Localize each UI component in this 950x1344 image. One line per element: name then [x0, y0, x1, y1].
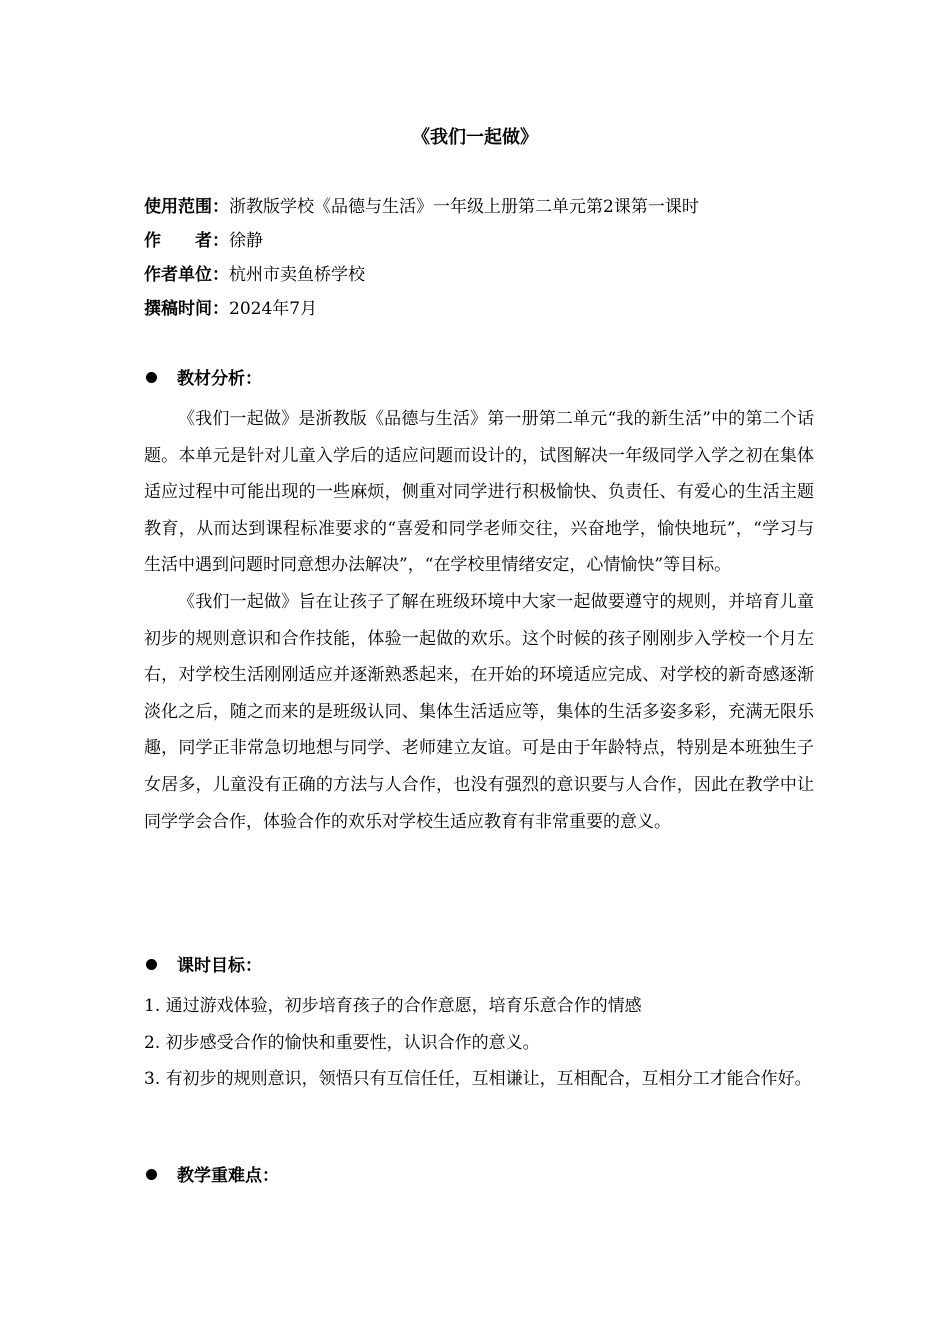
goal-item: 2. 初步感受合作的愉快和重要性，认识合作的意义。: [144, 1032, 540, 1053]
section-difficulties-heading-text: 教学重难点：: [177, 1166, 279, 1186]
section-analysis-heading: [144, 365, 814, 401]
analysis-paragraph: 《我们一起做》是浙教版《品德与生活》第一册第二单元“我的新生活”中的第二个话题。本单元是针对儿童入学后的适应问题而设计的，试图解决一年级同学入学之初在集体适应过程中可能出现的一些麻烦，侧重对同学进行积极愉快、负责任、有爱心的生活主题教育，从而达到课程标准要求的“喜爱和同学老师交往，兴奋地学，愉快地玩”，“学习与生活中遇到问题时同意想办法解决”，“在学校里情绪安定，心情愉快”等目标。: [144, 409, 814, 576]
meta-scope: [144, 193, 824, 227]
document-title: 《我们一起做》: [412, 127, 538, 148]
meta-author-value: 徐静: [229, 231, 263, 251]
meta-organization-label: 作者单位：: [144, 265, 229, 285]
document-meta: [144, 193, 824, 329]
meta-organization: [144, 261, 824, 295]
bullet-icon: [146, 959, 157, 970]
section-goals-heading-text: 课时目标：: [177, 956, 262, 976]
section-goals-heading: [144, 952, 814, 988]
meta-scope-label: 使用范围：: [144, 197, 229, 217]
section-difficulties: [144, 1162, 814, 1198]
meta-date-value: 2024年7月: [229, 299, 318, 319]
meta-author-label: 作 者：: [144, 231, 229, 251]
section-analysis-heading-text: 教材分析：: [177, 369, 262, 389]
goal-item: 1. 通过游戏体验，初步培育孩子的合作意愿，培育乐意合作的情感: [144, 996, 642, 1016]
meta-organization-value: 杭州市卖鱼桥学校: [229, 265, 365, 285]
section-goals: [144, 952, 814, 1098]
meta-date: [144, 295, 824, 329]
meta-author: [144, 227, 824, 261]
analysis-paragraph: 《我们一起做》旨在让孩子了解在班级环境中大家一起做要遵守的规则，并培育儿童初步的规则意识和合作技能，体验一起做的欢乐。这个时候的孩子刚刚步入学校一个月左右，对学校生活刚刚适应并逐渐熟悉起来，在开始的环境适应完成、对学校的新奇感逐渐淡化之后，随之而来的是班级认同、集体生活适应等，集体的生活多姿多彩，充满无限乐趣，同学正非常急切地想与同学、老师建立友谊。可是由于年龄特点，特别是本班独生子女居多，儿童没有正确的方法与人合作，也没有强烈的意识要与人合作，因此在教学中让同学学会合作，体验合作的欢乐对学校生适应教育有非常重要的意义。: [144, 591, 814, 832]
bullet-icon: [146, 372, 157, 383]
section-analysis: [144, 365, 814, 840]
section-difficulties-heading: [144, 1162, 814, 1198]
goal-item: 3. 有初步的规则意识，领悟只有互信任任，互相谦让，互相配合，互相分工才能合作好。: [144, 1069, 812, 1090]
bullet-icon: [146, 1169, 157, 1180]
meta-date-label: 撰稿时间：: [144, 299, 229, 319]
meta-scope-value: 浙教版学校《品德与生活》一年级上册第二单元第2课第一课时: [229, 197, 699, 217]
